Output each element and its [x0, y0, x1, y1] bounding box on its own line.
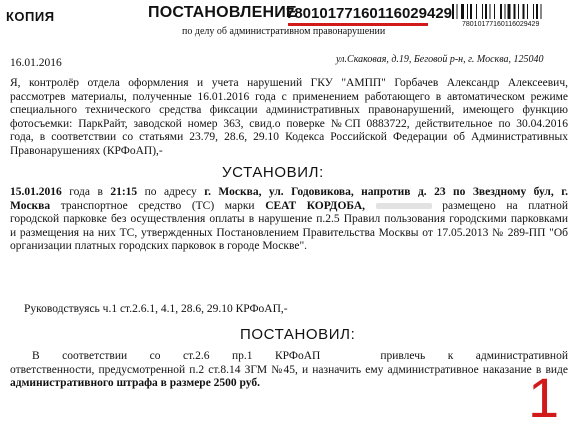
- barcode-bar: [505, 4, 506, 19]
- barcode-bar: [461, 4, 464, 19]
- barcode-bar: [467, 4, 468, 19]
- intro-line: специального технического средства фиксации административных правонарушений, имеющего функцию: [10, 104, 568, 117]
- barcode-bar: [508, 4, 511, 19]
- facts-text: года в: [61, 186, 111, 198]
- document-subtitle: по делу об административном правонарушении: [182, 26, 386, 37]
- decision-text: привлечь к административной: [380, 350, 568, 362]
- barcode-bar: [470, 4, 472, 19]
- facts-line: [10, 186, 568, 200]
- barcode-bar: [457, 4, 458, 19]
- facts-line: и размещения на них ТС, утвержденных Постановлением Правительства Москвы от 17.05.2013 № 289-ПП "Об: [10, 226, 568, 239]
- facts-text: транспортное средство (ТС) марки: [50, 199, 266, 212]
- barcode-bar: [523, 4, 525, 19]
- violation-time: 21:15: [110, 186, 138, 198]
- facts-text: по адресу: [137, 186, 205, 198]
- guided-by-text: Руководствуясь ч.1 ст.2.6.1, 4.1, 28.6, 29.10 КРФоАП,-: [24, 303, 288, 315]
- barcode-number: 78010177160116029429: [462, 21, 540, 28]
- violation-place: г. Москва, ул. Годовикова, напротив д. 23 по Звездному бул, г.: [204, 186, 568, 198]
- facts-line: организации платных городских парковок в городе Москве".: [10, 240, 308, 253]
- redacted-plate: [376, 203, 432, 209]
- established-paragraph: [10, 186, 568, 254]
- established-heading: УСТАНОВИЛ:: [222, 164, 324, 181]
- intro-line: фотосъемки: ПаркРайт, заводской номер 363, свид.о поверке №СП 0883722, действительное по 30.04.2016: [10, 117, 568, 130]
- issuer-address: ул.Скаковая, д.19, Беговой р-н, г. Москва, 125040: [336, 54, 544, 65]
- facts-text: размещено на платной: [431, 199, 569, 212]
- barcode-bar: [482, 4, 483, 19]
- barcode-bar: [485, 4, 487, 19]
- decided-heading: ПОСТАНОВИЛ:: [240, 326, 356, 343]
- document-title: ПОСТАНОВЛЕНИЕ: [148, 4, 297, 21]
- page-mark: 1: [528, 366, 560, 429]
- intro-line: года, в соответствии со статьями 23.79, 28.6, 29.10 Кодекса Российской Федерации об Административных: [10, 131, 568, 144]
- barcode-bar: [476, 4, 477, 19]
- barcode-bar: [452, 4, 454, 19]
- intro-line: рассмотрев материалы, полученные 16.01.2016 года с применением работающего в автоматическом режиме: [10, 90, 568, 103]
- intro-paragraph: [10, 77, 568, 159]
- decision-paragraph: [10, 350, 568, 391]
- barcode-bar: [490, 4, 491, 19]
- vehicle-make: СЕАТ КОРДОБА,: [265, 199, 366, 212]
- facts-line: городской парковке без осуществления оплаты в нарушение п.2.5 Правил пользования городскими парковками: [10, 213, 568, 226]
- barcode-bar: [527, 4, 528, 19]
- violation-date: 15.01.2016: [10, 186, 62, 198]
- barcode-bar: [536, 4, 538, 19]
- copy-label: КОПИЯ: [6, 9, 55, 24]
- intro-line: Я, контролёр отдела оформления и учета нарушений ГКУ "АМПП" Горбачев Александр Алексеевич,: [10, 77, 568, 89]
- barcode-bar: [541, 4, 542, 19]
- barcode-bar: [500, 4, 502, 19]
- barcode-bar: [514, 4, 516, 19]
- facts-line: [10, 200, 568, 214]
- decision-line: [10, 350, 568, 364]
- violation-city: Москва: [10, 199, 51, 212]
- barcode-bar: [518, 4, 519, 19]
- document-number: 78010177160116029429: [286, 5, 453, 22]
- barcode-bar: [494, 4, 495, 19]
- intro-line: Правонарушениях (КРФоАП),-: [10, 144, 163, 157]
- barcode-bar: [533, 4, 534, 19]
- fine-amount-line: административного штрафа в размере 2500 руб.: [10, 377, 261, 390]
- decision-text: В соответствии со ст.2.6 пр.1 КРФоАП: [32, 350, 321, 362]
- decision-date: 16.01.2016: [10, 57, 62, 69]
- decision-line: ответственности, предусмотренной п.2 ст.8.14 ЗГМ №45, и назначить ему административное наказание в виде: [10, 363, 568, 376]
